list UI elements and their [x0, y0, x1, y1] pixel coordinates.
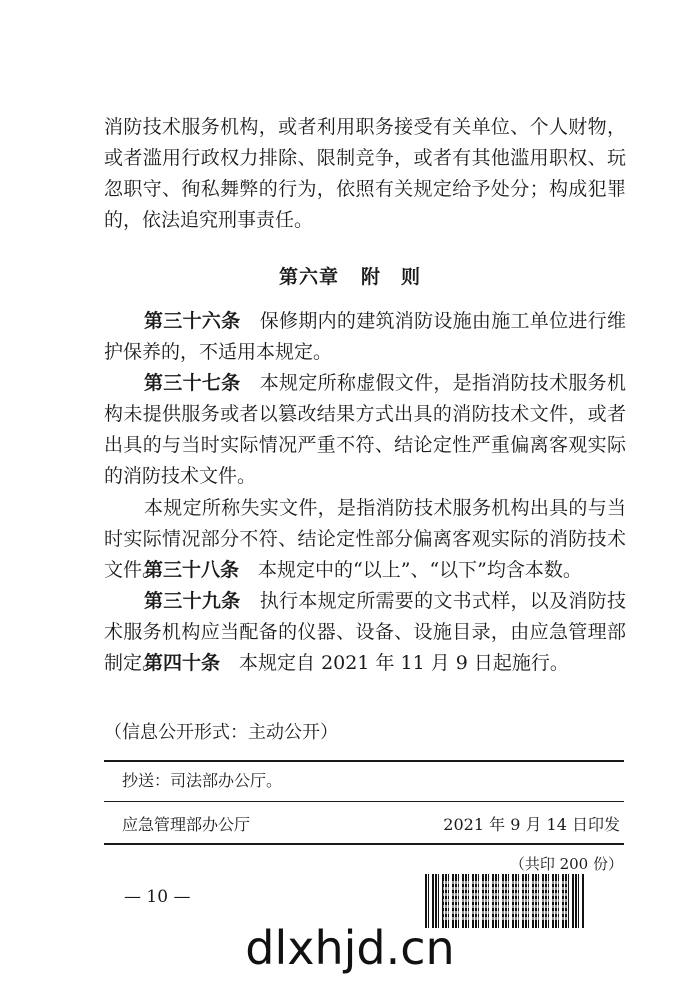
article-36-text: 保修期内的建筑消防设施由施工单位进行维护保养的，不适用本规定。	[104, 310, 626, 363]
continued-paragraph-text: 消防技术服务机构，或者利用职务接受有关单位、个人财物，或者滥用行政权力排除、限制竞争，或者有其他滥用职权、玩忽职守、徇私舞弊的行为，依照有关规定给予处分；构成犯罪的，依法追究刑事责任。	[104, 116, 626, 231]
article-37-label: 第三十七条	[144, 372, 241, 394]
article-39-label: 第三十九条	[144, 590, 241, 612]
chapter-heading	[0, 262, 700, 293]
article-40	[104, 648, 626, 679]
chapter-title: 附 则	[361, 266, 422, 288]
article-36	[104, 306, 626, 368]
print-copies: （共印 200 份）	[509, 855, 623, 873]
continued-paragraph	[104, 112, 626, 236]
divider-top	[104, 760, 624, 762]
article-37-text: 本规定所称虚假文件，是指消防技术服务机构未提供服务或者以篡改结果方式出具的消防技术文件，或者出具的与当时实际情况严重不符、结论定性严重偏离客观实际的消防技术文件。	[104, 372, 626, 487]
issue-date: 2021 年 9 月 14 日印发	[443, 815, 620, 834]
page-number: — 10 —	[124, 887, 191, 907]
disclosure-note: （信息公开形式：主动公开）	[104, 722, 338, 743]
article-38	[104, 555, 626, 586]
article-37-p2-text: 本规定所称失实文件，是指消防技术服务机构出具的与当时实际情况部分不符、结论定性部分偏离客观实际的消防技术文件。	[104, 497, 626, 581]
article-40-text: 本规定自 2021 年 11 月 9 日起施行。	[239, 652, 569, 674]
article-37	[104, 368, 626, 492]
article-38-text: 本规定中的“以上”、“以下”均含本数。	[258, 559, 582, 581]
issuing-office: 应急管理部办公厅	[122, 815, 251, 834]
cc-line: 抄送：司法部办公厅。	[122, 771, 283, 790]
article-38-label: 第三十八条	[144, 559, 240, 581]
article-40-label: 第四十条	[144, 652, 221, 674]
chapter-number: 第六章	[278, 266, 339, 288]
divider-middle	[104, 801, 624, 802]
article-39-text: 执行本规定所需要的文书式样，以及消防技术服务机构应当配备的仪器、设备、设施目录，由应急管理部制定。	[104, 590, 626, 674]
article-36-label: 第三十六条	[144, 310, 241, 332]
divider-bottom	[104, 843, 624, 845]
site-watermark: dlxhjd.cn	[245, 921, 455, 975]
